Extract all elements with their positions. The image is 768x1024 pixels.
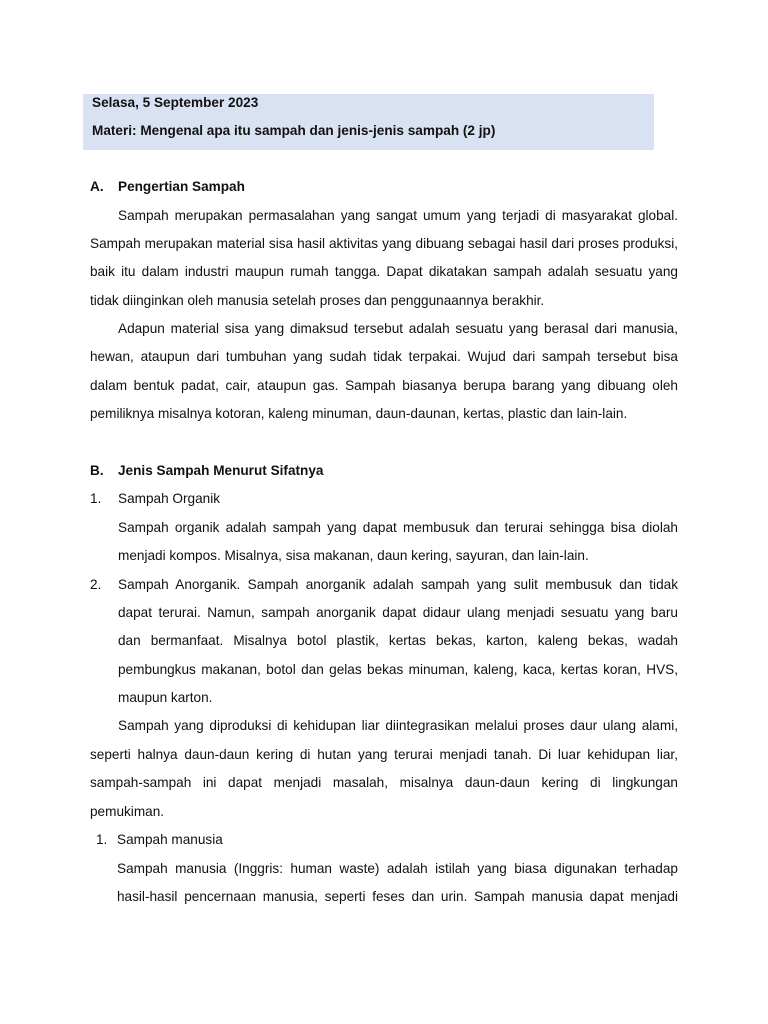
list-item-title: Sampah manusia <box>117 832 223 847</box>
list-number: 1. <box>96 832 108 847</box>
paragraph-line: maupun karton. <box>118 690 213 705</box>
section-a-marker: A. <box>90 179 104 194</box>
paragraph-line: tidak diinginkan oleh manusia setelah proses dan penggunaannya berakhir. <box>90 293 545 308</box>
paragraph-line: seperti halnya daun-daun kering di hutan yang terurai menjadi tanah. Di luar kehidupan liar, <box>90 747 678 762</box>
paragraph-line: Sampah organik adalah sampah yang dapat membusuk dan terurai sehingga bisa diolah <box>118 520 678 535</box>
paragraph-line: Sampah merupakan material sisa hasil aktivitas yang dibuang sebagai hasil dari proses produksi, <box>90 236 678 251</box>
paragraph-line: Sampah manusia (Inggris: human waste) adalah istilah yang biasa digunakan terhadap <box>117 861 678 876</box>
list-number: 2. <box>90 577 102 592</box>
paragraph-line: Adapun material sisa yang dimaksud tersebut adalah sesuatu yang berasal dari manusia, <box>118 321 678 336</box>
paragraph-line: hewan, ataupun dari tumbuhan yang sudah tidak terpakai. Wujud dari sampah tersebut bisa <box>90 349 678 364</box>
paragraph-line: pembungkus makanan, botol dan gelas bekas minuman, kaleng, kaca, kertas koran, HVS, <box>118 662 678 677</box>
header-topic: Materi: Mengenal apa itu sampah dan jenis-jenis sampah (2 jp) <box>92 123 496 138</box>
paragraph-line: baik itu dalam industri maupun rumah tangga. Dapat dikatakan sampah adalah sesuatu yang <box>90 264 678 279</box>
list-number: 1. <box>90 491 102 506</box>
paragraph-line: Sampah Anorganik. Sampah anorganik adalah sampah yang sulit membusuk dan tidak <box>118 577 678 592</box>
paragraph-line: Sampah yang diproduksi di kehidupan liar diintegrasikan melalui proses daur ulang alami, <box>118 718 678 733</box>
section-b-title: Jenis Sampah Menurut Sifatnya <box>118 463 324 478</box>
paragraph-line: Sampah merupakan permasalahan yang sangat umum yang terjadi di masyarakat global. <box>118 208 678 223</box>
paragraph-line: menjadi kompos. Misalnya, sisa makanan, daun kering, sayuran, dan lain-lain. <box>118 548 589 563</box>
section-a-title: Pengertian Sampah <box>118 179 245 194</box>
paragraph-line: hasil-hasil pencernaan manusia, seperti feses dan urin. Sampah manusia dapat menjadi <box>117 889 678 904</box>
paragraph-line: dalam bentuk padat, cair, ataupun gas. Sampah biasanya berupa barang yang dibuang oleh <box>90 378 678 393</box>
header-date: Selasa, 5 September 2023 <box>92 95 259 110</box>
header-box <box>83 94 654 150</box>
paragraph-line: dan bermanfaat. Misalnya botol plastik, kertas bekas, karton, kaleng bekas, wadah <box>118 633 678 648</box>
paragraph-line: dapat terurai. Namun, sampah anorganik dapat didaur ulang menjadi sesuatu yang baru <box>118 605 678 620</box>
section-b-marker: B. <box>90 463 104 478</box>
list-item-title: Sampah Organik <box>118 491 221 506</box>
paragraph-line: sampah-sampah ini dapat menjadi masalah, misalnya daun-daun kering di lingkungan <box>90 775 678 790</box>
paragraph-line: pemukiman. <box>90 804 165 819</box>
paragraph-line: pemiliknya misalnya kotoran, kaleng minuman, daun-daunan, kertas, plastic dan lain-lain. <box>90 406 628 421</box>
